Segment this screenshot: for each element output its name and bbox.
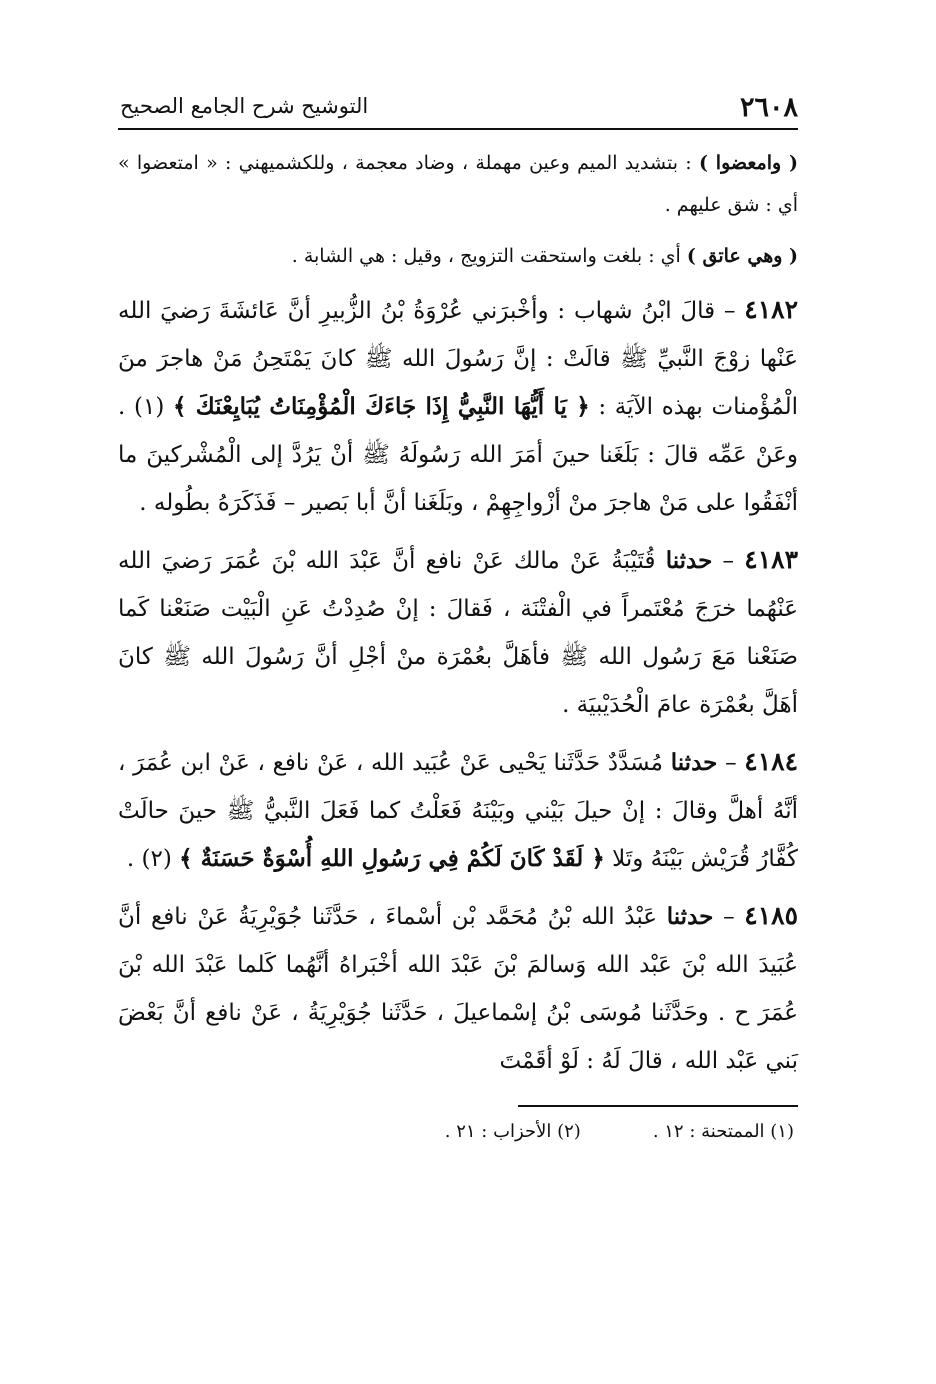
note-text: : بتشديد الميم وعين مهملة ، وضاد معجمة ، وللكشميهني : « امتعضوا » أي : شق عليهم . bbox=[118, 152, 798, 216]
hadith-text: (١) . وعَنْ عَمِّه قالَ : بَلَغَنا حينَ أمَرَ الله رَسُولَهُ ﷺ أنْ يَرُدَّ إلى الْمُشْركينَ ما أنْفَقُوا على مَنْ هاجرَ منْ أزْواجِهِمْ ، وبَلَغَنا أنَّ أبا بَصير – فَذَكَرَهُ بطُوله . bbox=[118, 394, 798, 516]
footnote: (١) الممتحنة : ١٢ . bbox=[652, 1121, 794, 1142]
emphasized-text: حدثنا bbox=[670, 749, 718, 776]
hadith-text: (٢) . bbox=[126, 846, 180, 872]
page-body bbox=[118, 142, 798, 1142]
hadith-text: قُتَيْبَةُ عَنْ مالك عَنْ نافع أنَّ عَبْدَ الله بْنَ عُمَرَ رَضيَ الله عَنْهُما خرَجَ مُعْتَمراً في الْفتْنَة ، فَقالَ : إنْ صُدِدْتُ عَنِ الْبَيْت صَنَعْنا كَما صَنَعْنا مَعَ رَسُول الله ﷺ فأهَلَّ بعُمْرَة منْ أجْلِ أنَّ رَسُولَ الله ﷺ كانَ أهَلَّ بعُمْرَة عامَ الْحُدَيْبيَة . bbox=[118, 548, 798, 718]
hadith-paragraph bbox=[118, 536, 798, 729]
hadith-number: ٤١٨٤ bbox=[744, 747, 798, 776]
note-text: أي : بلغت واستحقت التزويج ، وقيل : هي الشابة . bbox=[291, 245, 687, 267]
emphasized-text: حدثنا bbox=[666, 903, 714, 930]
commentary-note bbox=[118, 142, 798, 226]
hadith-text: – bbox=[713, 904, 745, 930]
emphasized-text: ﴿ يَا أَيُّهَا النَّبِيُّ إِذَا جَاءَكَ الْمُؤْمِنَاتُ يُبَايِعْنَكَ ﴾ bbox=[172, 393, 590, 420]
hadith-paragraph bbox=[118, 892, 798, 1085]
running-title: التوشيح شرح الجامع الصحيح bbox=[120, 94, 369, 118]
hadith-text: عَبْدُ الله بْنُ مُحَمَّد بْن أسْماءَ ، حَدَّثَنا جُوَيْرِيَةُ عَنْ نافع أنَّ عُبَيدَ الله بْنَ عَبْد الله وَسالمَ بْنَ عَبْدَ الله أخْبَراهُ أنَّهُما كَلما عَبْدَ الله بْنَ عُمَرَ ح . وحَدَّثَنا مُوسَى بْنُ إسْماعيلَ ، حَدَّثَنا جُوَيْرِيَةُ ، عَنْ نافع أنَّ بَعْضَ بَني عَبْد الله ، قالَ لَهُ : لَوْ أقَمْتَ bbox=[118, 904, 798, 1074]
hadith-text: – bbox=[712, 548, 745, 574]
hadith-text: – bbox=[717, 750, 745, 776]
hadith-list bbox=[118, 286, 798, 1085]
hadith-number: ٤١٨٣ bbox=[744, 545, 798, 574]
footnote: (٢) الأحزاب : ٢١ . bbox=[444, 1121, 581, 1142]
hadith-number: ٤١٨٢ bbox=[744, 295, 798, 324]
hadith-text: – قالَ ابْنُ شهاب : وأخْبرَني عُرْوَةُ بْنُ الزُّبيرِ أنَّ عَائشَةَ رَضيَ الله عَنْها زوْجَ النَّبيِّ ﷺ قالَتْ : إنَّ رَسُولَ الله ﷺ كانَ يَمْتَحِنُ مَنْ هاجرَ منَ الْمُؤْمنات بهذه الآيَة : bbox=[118, 298, 798, 420]
hadith-paragraph bbox=[118, 286, 798, 527]
page-header bbox=[118, 88, 798, 130]
footnotes bbox=[118, 1121, 798, 1142]
hadith-text: مُسَدَّدٌ حَدَّثَنا يَحْيى عَنْ عُبَيد الله ، عَنْ نافع ، عَنْ ابن عُمَرَ ، أنَّهُ أهلَّ وقالَ : إنْ حيلَ بَيْني وبَيْنَهُ فَعَلْتُ كما فَعَلَ النَّبيُّ ﷺ حينَ حالَتْ كُفَّارُ قُرَيْش بَيْنَهُ وتَلا bbox=[118, 750, 798, 872]
emphasized-text: ﴿ لَقَدْ كَانَ لَكُمْ فِي رَسُولِ اللهِ أُسْوَةٌ حَسَنَةٌ ﴾ bbox=[179, 845, 605, 872]
hadith-paragraph bbox=[118, 738, 798, 883]
commentary-note bbox=[118, 235, 798, 277]
hadith-number: ٤١٨٥ bbox=[744, 901, 798, 930]
page-number: ٢٦٠٨ bbox=[739, 92, 798, 123]
book-page bbox=[118, 88, 798, 1142]
emphasized-text: حدثنا bbox=[665, 547, 713, 574]
note-lemma: ( وهي عاتق ) bbox=[686, 245, 798, 267]
footnote-separator bbox=[518, 1105, 798, 1107]
note-lemma: ( وامعضوا ) bbox=[698, 152, 799, 174]
